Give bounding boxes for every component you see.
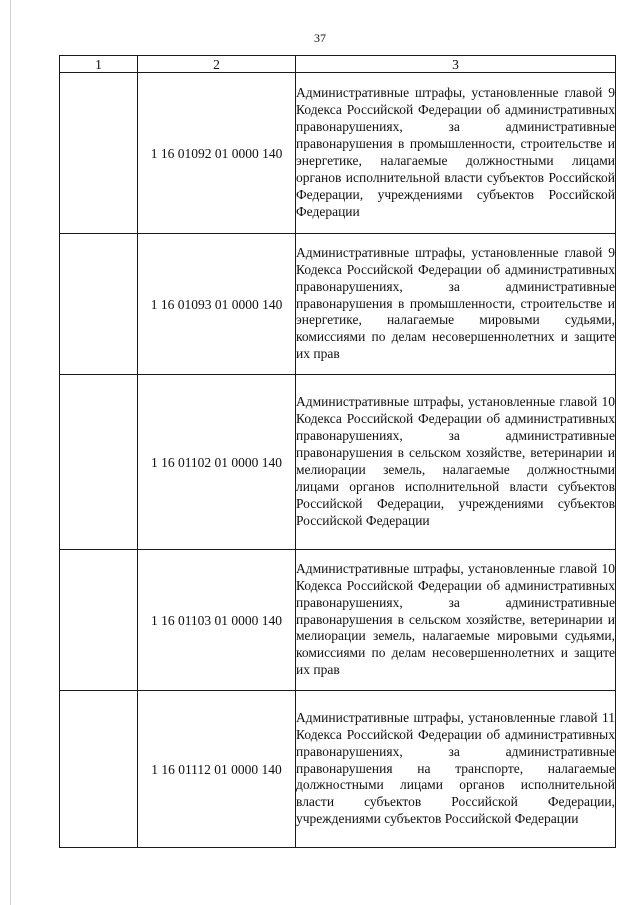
column-header-1: 1 (60, 56, 138, 73)
row-empty-cell (60, 73, 138, 234)
description-cell: Административные штрафы, установленные главой 11 Кодекса Российской Федерации об административных правонарушениях, за административные правонарушения на транспорте, налагаемые должностными лицами органов исполнительной власти субъектов Российской Федерации, учреждениями субъектов Российской Федерации (296, 691, 616, 848)
table-row (60, 73, 616, 234)
table-row (60, 550, 616, 691)
budget-codes-table (59, 55, 616, 848)
row-empty-cell (60, 234, 138, 375)
table-row (60, 234, 616, 375)
budget-code-cell: 1 16 01102 01 0000 140 (138, 375, 296, 550)
row-empty-cell (60, 375, 138, 550)
budget-code-cell: 1 16 01112 01 0000 140 (138, 691, 296, 848)
column-header-2: 2 (138, 56, 296, 73)
description-cell: Административные штрафы, установленные главой 10 Кодекса Российской Федерации об административных правонарушениях, за административные правонарушения в сельском хозяйстве, ветеринарии и мелиорации земель, налагаемые должностными лицами органов исполнительной власти субъектов Российской Федерации, учреждениями субъектов Российской Федерации (296, 375, 616, 550)
budget-code-cell: 1 16 01103 01 0000 140 (138, 550, 296, 691)
budget-code-cell: 1 16 01092 01 0000 140 (138, 73, 296, 234)
description-cell: Административные штрафы, установленные главой 10 Кодекса Российской Федерации об административных правонарушениях, за административные правонарушения в сельском хозяйстве, ветеринарии и мелиорации земель, налагаемые мировыми судьями, комиссиями по делам несовершеннолетних и защите их прав (296, 550, 616, 691)
row-empty-cell (60, 550, 138, 691)
scan-margin-line (10, 0, 11, 905)
page-number: 37 (314, 31, 326, 45)
table-header-row (60, 56, 616, 73)
table-row (60, 375, 616, 550)
budget-code-cell: 1 16 01093 01 0000 140 (138, 234, 296, 375)
description-cell: Административные штрафы, установленные главой 9 Кодекса Российской Федерации об административных правонарушениях, за административные правонарушения в промышленности, строительстве и энергетике, налагаемые мировыми судьями, комиссиями по делам несовершеннолетних и защите их прав (296, 234, 616, 375)
table-row (60, 691, 616, 848)
description-cell: Административные штрафы, установленные главой 9 Кодекса Российской Федерации об административных правонарушениях, за административные правонарушения в промышленности, строительстве и энергетике, налагаемые должностными лицами органов исполнительной власти субъектов Российской Федерации, учреждениями субъектов Российской Федерации (296, 73, 616, 234)
row-empty-cell (60, 691, 138, 848)
column-header-3: 3 (296, 56, 616, 73)
